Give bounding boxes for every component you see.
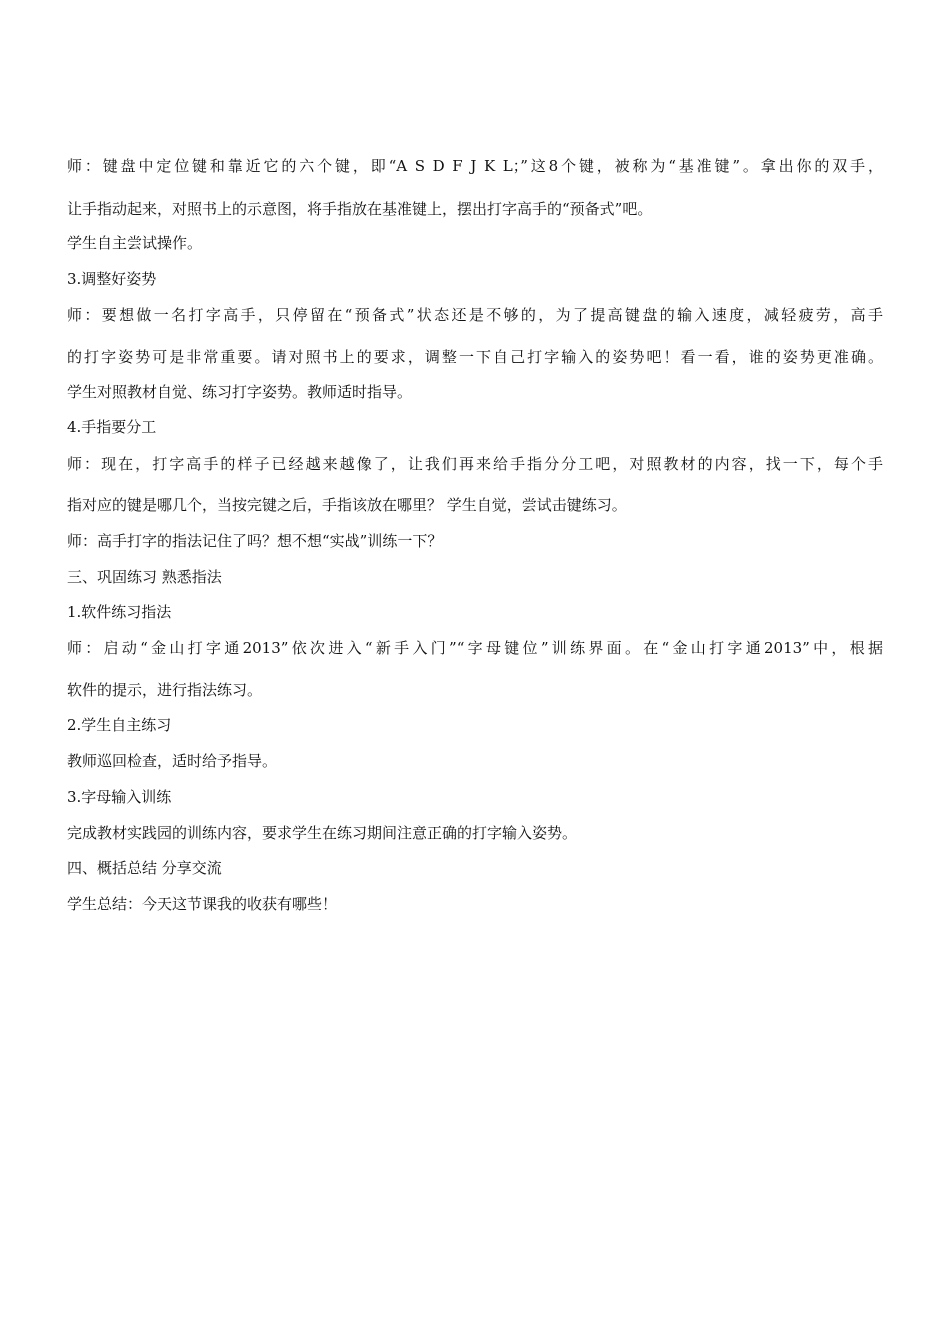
- text-line: 让手指动起来，对照书上的示意图，将手指放在基准键上，摆出打字高手的“预备式”吧。: [67, 200, 653, 218]
- text-line: 师：键盘中定位键和靠近它的六个键，即“A S D F J K L；”这8个键，被称为“基准键”。拿出你的双手，: [67, 157, 883, 175]
- text-line: 学生对照教材自觉、练习打字姿势。教师适时指导。: [67, 383, 413, 401]
- section-heading: 三、巩固练习 熟悉指法: [67, 568, 222, 586]
- text-line: 指对应的键是哪几个，当按完键之后，手指该放在哪里？ 学生自觉，尝试击键练习。: [67, 496, 627, 514]
- section-heading: 四、概括总结 分享交流: [67, 859, 222, 877]
- text-line: 师：现在，打字高手的样子已经越来越像了，让我们再来给手指分分工吧，对照教材的内容，找一下，每个手: [67, 455, 883, 473]
- section-heading: 1.软件练习指法: [67, 603, 172, 621]
- text-line: 教师巡回检查，适时给予指导。: [67, 752, 278, 770]
- text-line: 师：启动“金山打字通2013”依次进入“新手入门”“字母键位”训练界面。在“金山打字通2013”中，根据: [67, 639, 883, 657]
- text-line: 软件的提示，进行指法练习。: [67, 681, 263, 699]
- text-line: 学生自主尝试操作。: [67, 234, 203, 252]
- text-line: 的打字姿势可是非常重要。请对照书上的要求，调整一下自己打字输入的姿势吧！看一看，谁的姿势更准确。: [67, 348, 883, 366]
- text-line: 师：要想做一名打字高手，只停留在“预备式”状态还是不够的，为了提高键盘的输入速度，减轻疲劳，高手: [67, 306, 883, 324]
- section-heading: 3.调整好姿势: [67, 270, 157, 288]
- text-line: 学生总结：今天这节课我的收获有哪些！: [67, 895, 338, 913]
- section-heading: 4.手指要分工: [67, 418, 157, 436]
- text-line: 师：高手打字的指法记住了吗？想不想“实战”训练一下？: [67, 532, 443, 550]
- section-heading: 2.学生自主练习: [67, 716, 172, 734]
- text-line: 完成教材实践园的训练内容，要求学生在练习期间注意正确的打字输入姿势。: [67, 824, 578, 842]
- section-heading: 3.字母输入训练: [67, 788, 172, 806]
